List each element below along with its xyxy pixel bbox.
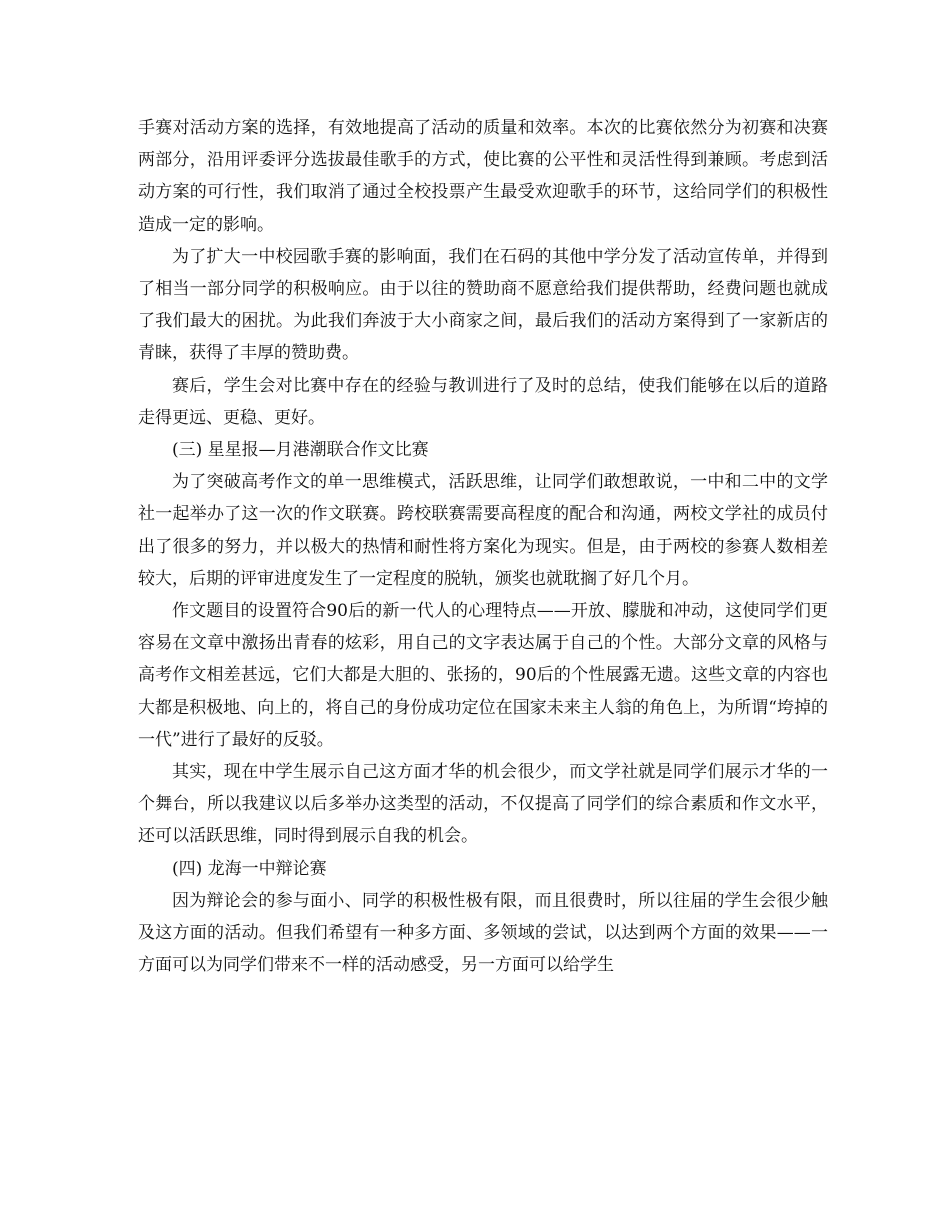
body-paragraph: 因为辩论会的参与面小、同学的积极性极有限，而且很费时，所以往届的学生会很少触及这方面的活动。但我们希望有一种多方面、多领域的尝试，以达到两个方面的效果——一方面可以为同学们带来不一样的活动感受，另一方面可以给学生 [138,890,828,976]
section-heading: (四) 龙海一中辩论赛 [172,858,327,879]
section-heading: (三) 星星报—月港潮联合作文比赛 [172,440,429,461]
document-body [138,112,828,981]
body-paragraph: 赛后，学生会对比赛中存在的经验与教训进行了及时的总结，使我们能够在以后的道路走得更远、更稳、更好。 [138,375,828,428]
body-paragraph: 为了突破高考作文的单一思维模式，活跃思维，让同学们敢想敢说，一中和二中的文学社一起举办了这一次的作文联赛。跨校联赛需要高程度的配合和沟通，两校文学社的成员付出了很多的努力，并以极大的热情和耐性将方案化为现实。但是，由于两校的参赛人数相差较大，后期的评审进度发生了一定程度的脱轨，颁奖也就耽搁了好几个月。 [138,472,828,589]
body-paragraph: 作文题目的设置符合90后的新一代人的心理特点——开放、朦胧和冲动，这使同学们更容易在文章中激扬出青春的炫彩，用自己的文字表达属于自己的个性。大部分文章的风格与高考作文相差甚远，它们大都是大胆的、张扬的，90后的个性展露无遗。这些文章的内容也大都是积极地、向上的，将自己的身份成功定位在国家未来主人翁的角色上，为所谓“垮掉的一代”进行了最好的反驳。 [138,601,828,750]
body-paragraph: 其实，现在中学生展示自己这方面才华的机会很少，而文学社就是同学们展示才华的一个舞台，所以我建议以后多举办这类型的活动，不仅提高了同学们的综合素质和作文水平，还可以活跃思维，同时得到展示自我的机会。 [138,762,828,847]
body-paragraph: 为了扩大一中校园歌手赛的影响面，我们在石码的其他中学分发了活动宣传单，并得到了相当一部分同学的积极响应。由于以往的赞助商不愿意给我们提供帮助，经费问题也就成了我们最大的困扰。为此我们奔波于大小商家之间，最后我们的活动方案得到了一家新店的青睐，获得了丰厚的赞助费。 [138,246,828,364]
body-paragraph: 手赛对活动方案的选择，有效地提高了活动的质量和效率。本次的比赛依然分为初赛和决赛两部分，沿用评委评分选拔最佳歌手的方式，使比赛的公平性和灵活性得到兼顾。考虑到活动方案的可行性，我们取消了通过全校投票产生最受欢迎歌手的环节，这给同学们的积极性造成一定的影响。 [138,118,828,235]
